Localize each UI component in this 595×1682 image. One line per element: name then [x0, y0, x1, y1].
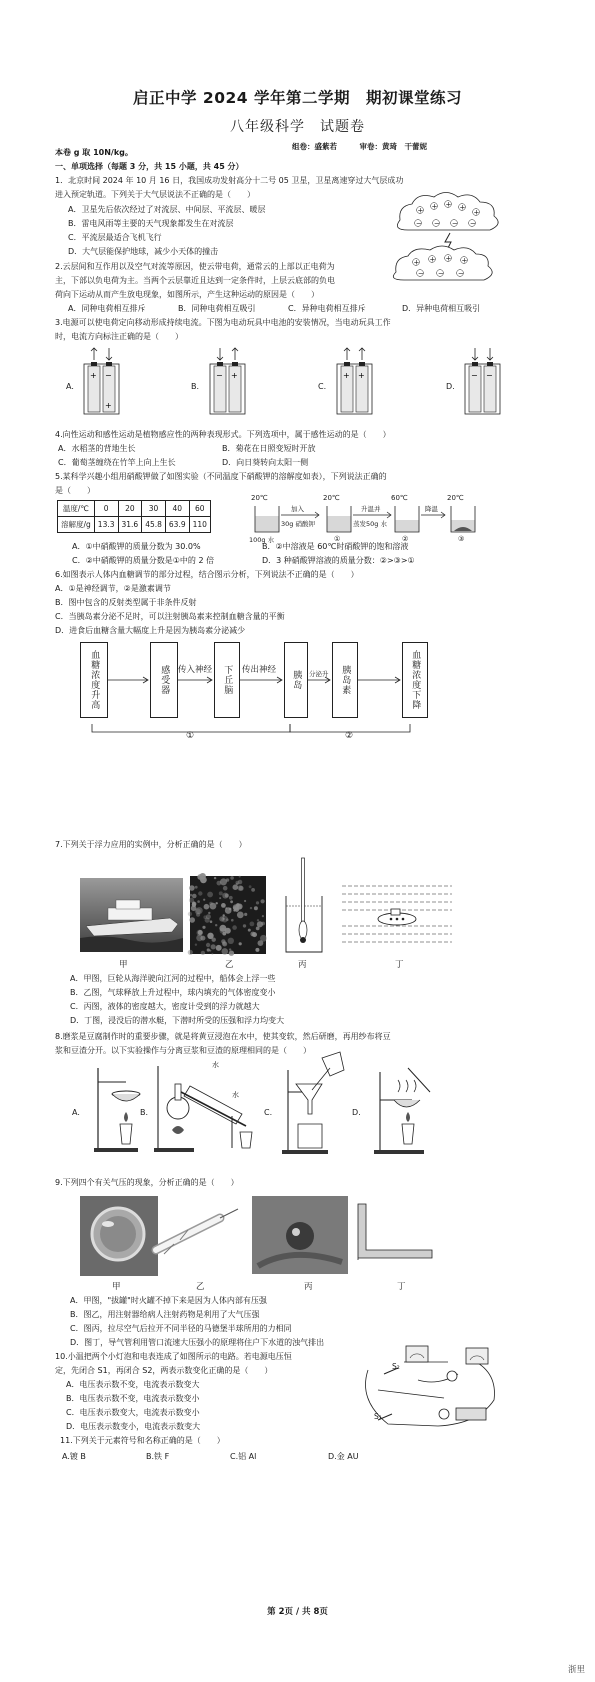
q5-option-d: D．3 种硝酸钾溶液的质量分数：②>③>① [262, 556, 415, 565]
beaker-mark: ② [402, 535, 409, 543]
table-row-label: 温度/℃ [58, 501, 95, 517]
svg-text:+: + [461, 256, 468, 265]
flow-box-islet [284, 642, 308, 718]
page-number: 第 2页 / 共 8页 [267, 1607, 328, 1617]
q1-option-b: B．雷电风雨等主要的天气现象都发生在对流层 [68, 219, 234, 228]
flow-arrow-label: 传出神经 [242, 665, 277, 675]
svg-text:+: + [473, 208, 480, 217]
q3-stem-1: 3.电源可以使电荷定向移动形成持续电流。下图为电动玩具中电池的安装情况，当电动玩具工作 [55, 318, 391, 327]
battery-figure-c [335, 346, 375, 418]
step-label: 蒸发50g 水 [353, 520, 387, 528]
staff-line: 组卷：盛紫若 审卷：黄琦 干蕾妮 [292, 142, 427, 151]
q5-option-c: C．②中硝酸钾的质量分数是①中的 2 倍 [72, 556, 215, 565]
svg-text:−: − [105, 371, 112, 380]
svg-text:−: − [470, 219, 476, 228]
flow-box-label: 血糖浓度下降 [410, 650, 421, 710]
figure-caption: 丙 [304, 1282, 313, 1292]
q4-option-b: B．菊花在日照变短时开放 [222, 444, 316, 453]
svg-text:+: + [429, 255, 436, 264]
q2-option-c: C．异种电荷相互排斥 [288, 304, 366, 313]
svg-text:+: + [358, 371, 365, 380]
q2-option-d: D．异种电荷相互吸引 [402, 304, 481, 313]
q7-option-b: B．乙图，气球释放上升过程中，球内填充的气体密度变小 [70, 988, 276, 997]
svg-text:+: + [343, 371, 350, 380]
battery-figure-d [463, 346, 503, 418]
q1-option-d: D．大气层能保护地球，减少小天体的撞击 [68, 247, 219, 256]
switch-label: S₁ [374, 1412, 382, 1421]
q1-option-c: C．平流层最适合飞机飞行 [68, 233, 162, 242]
q6-option-d: D．进食后血糖含量大幅度上升是因为胰岛素分泌减少 [55, 626, 246, 635]
section-heading: 一、单项选择（每题 3 分，共 15 小题，共 45 分） [55, 162, 244, 171]
temp-label: 20℃ [447, 494, 464, 502]
figure-caption: 丁 [395, 960, 404, 970]
beaker-mark: ① [334, 535, 341, 543]
flow-arrow-label: 分泌升 [309, 670, 329, 678]
temp-label: 20℃ [323, 494, 340, 502]
q2-stem-3: 荷向下运动从而产生放电现象，如图所示，产生这种运动的原因是（ ） [55, 290, 319, 299]
q5-option-a: A．①中硝酸钾的质量分数为 30.0% [72, 542, 201, 551]
table-cell: 31.6 [118, 517, 142, 533]
q3-label-b: B. [191, 382, 200, 391]
q1-option-a: A．卫星先后依次经过了对流层、中间层、平流层、暖层 [68, 205, 266, 214]
q10-stem-1: 10.小温把两个小灯泡和电表连成了如图所示的电路。若电源电压恒 [55, 1352, 292, 1361]
q8-stem-2: 浆和豆渣分开。以下实验操作与分离豆浆和豆渣的原理相同的是（ ） [55, 1046, 311, 1055]
q8-label-b: B. [140, 1108, 149, 1117]
evaporation-apparatus [86, 1064, 144, 1154]
svg-text:+: + [431, 202, 438, 211]
table-cell: 13.3 [94, 517, 118, 533]
q11-option-c: C.铝 Al [230, 1452, 257, 1461]
svg-text:−: − [438, 269, 444, 278]
syringe-photo [150, 1200, 240, 1260]
q4-option-c: C．葡萄茎缠绕在竹竿上向上生长 [58, 458, 176, 467]
corner-watermark: 浙里 [568, 1665, 586, 1675]
switch-label: S₂ [392, 1362, 400, 1371]
flow-box-blood-glucose-rise [80, 642, 108, 718]
q2-stem-1: 2.云层间和互作用以及空气对流等原因，使云带电荷，通常云的上部以正电荷为 [55, 262, 335, 271]
q5-stem-1: 5.某科学兴趣小组用硝酸钾做了如图实验（不同温度下硝酸钾的溶解度如表），下列说法正确的 [55, 472, 387, 481]
q8-stem-1: 8.磨浆是豆腐制作时的重要步骤，就是将黄豆浸泡在水中，使其变软，然后研磨，再用纱布将豆 [55, 1032, 391, 1041]
flow-box-label: 胰岛素 [340, 665, 351, 695]
q10-option-a: A．电压表示数不变，电流表示数变大 [66, 1380, 200, 1389]
svg-text:+: + [90, 371, 97, 380]
svg-text:−: − [416, 219, 422, 228]
flow-box-label: 下丘脑 [222, 665, 233, 695]
water-label: 100g 水 [249, 536, 275, 544]
crystallization-apparatus [368, 1058, 438, 1156]
hydrometer-figure [282, 856, 326, 956]
table-cell: 110 [189, 517, 210, 533]
q11-option-b: B.铁 F [146, 1452, 170, 1461]
flow-box-insulin [332, 642, 358, 718]
q2-option-b: B．同种电荷相互吸引 [178, 304, 256, 313]
svg-text:−: − [418, 269, 424, 278]
flow-box-receptor [150, 642, 178, 718]
q9-option-a: A．甲图，"拔罐"时火罐不掉下来是因为人体内部有压强 [70, 1296, 267, 1305]
figure-caption: 乙 [225, 960, 234, 970]
solubility-table [57, 500, 211, 533]
q3-label-c: C. [318, 382, 327, 391]
q10-option-d: D．电压表示数变小，电流表示数变大 [66, 1422, 201, 1431]
q6-option-c: C．当胰岛素分泌不足时，可以注射胰岛素来控制血糖含量的平衡 [55, 612, 285, 621]
magdeburg-photo [252, 1196, 348, 1274]
q10-stem-2: 定，先闭合 S1，再闭合 S2，两表示数变化正确的是（ ） [55, 1366, 273, 1375]
figure-caption: 甲 [112, 1282, 121, 1292]
table-cell: 0 [94, 501, 118, 517]
figure-caption: 甲 [119, 960, 128, 970]
table-cell: 63.9 [165, 517, 189, 533]
step-label: 降温 [425, 505, 438, 513]
q1-stem-2: 进入预定轨道。下列关于大气层说法不正确的是（ ） [55, 190, 255, 199]
q11-option-a: A.镀 B [62, 1452, 86, 1461]
q2-stem-2: 主，下部以负电荷为主。当两个云层靠近且达到一定条件时，上层云底部的负电 [55, 276, 335, 285]
q6-option-b: B．图中包含的反射类型属于非条件反射 [55, 598, 197, 607]
beaker-mark: ③ [458, 535, 465, 543]
cupping-photo [80, 1196, 158, 1276]
flow-arrow-label: 传入神经 [178, 665, 213, 675]
q3-label-d: D. [446, 382, 455, 391]
battery-figure-b [208, 346, 248, 418]
q7-option-c: C．丙图，液体的密度越大，密度计受到的浮力就越大 [70, 1002, 260, 1011]
balloons-photo [190, 876, 266, 954]
exam-subtitle: 八年级科学 试题卷 [230, 119, 365, 135]
table-cell: 45.8 [142, 517, 166, 533]
q8-label-c: C. [264, 1108, 273, 1117]
svg-text:−: − [216, 371, 223, 380]
q9-stem: 9.下列四个有关气压的现象，分析正确的是（ ） [55, 1178, 239, 1187]
svg-text:−: − [458, 269, 464, 278]
q7-option-a: A．甲图，巨轮从海洋驶向江河的过程中，船体会上浮一些 [70, 974, 276, 983]
q6-option-a: A．①是神经调节，②是激素调节 [55, 584, 171, 593]
q2-option-a: A．同种电荷相互排斥 [68, 304, 146, 313]
q11-stem: 11.下列关于元素符号和名称正确的是（ ） [60, 1436, 225, 1445]
submarine-figure [342, 882, 452, 946]
svg-text:−: − [452, 219, 458, 228]
q9-option-c: C．图丙，拉尽空气后拉开不同半径的马德堡半球所用的力相同 [70, 1324, 292, 1333]
svg-text:−: − [486, 371, 493, 380]
glucose-regulation-diagram [80, 640, 440, 750]
q5-stem-2: 是（ ） [55, 486, 95, 495]
figure-caption: 乙 [196, 1282, 205, 1292]
water-outlet-label: 水 [232, 1091, 239, 1099]
q4-option-a: A．水稻茎的背地生长 [58, 444, 136, 453]
bracket-mark: ② [345, 731, 354, 741]
q4-stem: 4.向性运动和感性运动是植物感应性的两种表现形式。下列选项中，属于感性运动的是（ ） [55, 430, 391, 439]
flow-box-hypothalamus [214, 642, 240, 718]
q10-option-b: B．电压表示数不变，电流表示数变小 [66, 1394, 200, 1403]
q1-stem-1: 1．北京时间 2024 年 10 月 16 日，我国成功发射高分十二号 05 卫星，卫星离速穿过大气层成功 [55, 176, 404, 185]
svg-text:−: − [434, 219, 440, 228]
svg-text:+: + [231, 371, 238, 380]
svg-text:+: + [413, 258, 420, 267]
q3-label-a: A. [66, 382, 74, 391]
circuit-figure [348, 1340, 506, 1438]
filtration-apparatus [278, 1048, 348, 1156]
table-cell: 30 [142, 501, 166, 517]
q6-stem: 6.如图表示人体内血糖调节的部分过程，结合图示分析，下列说法不正确的是（ ） [55, 570, 359, 579]
svg-text:+: + [417, 206, 424, 215]
ship-photo [80, 878, 183, 952]
q3-stem-2: 时，电流方向标注正确的是（ ） [55, 332, 183, 341]
svg-text:+: + [105, 401, 112, 410]
table-row-label: 溶解度/g [58, 517, 95, 533]
flow-box-blood-glucose-fall [402, 642, 428, 718]
q9-option-d: D．图丁，导气管利用管口流速大压强小的原理将住户下水道的浊气排出 [70, 1338, 325, 1347]
distillation-apparatus [150, 1056, 262, 1156]
temp-label: 20℃ [251, 494, 268, 502]
cloud-discharge-figure [390, 188, 525, 288]
note-line: 本卷 g 取 10N/kg。 [55, 148, 133, 157]
q10-option-c: C．电压表示数变大，电流表示数变小 [66, 1408, 200, 1417]
table-cell: 40 [165, 501, 189, 517]
battery-figure-a [82, 346, 122, 418]
step-label: 30g 硝酸钾 [281, 520, 315, 528]
q11-option-d: D.金 AU [328, 1452, 359, 1461]
water-inlet-label: 水 [212, 1061, 219, 1069]
svg-text:+: + [445, 200, 452, 209]
step-label: 加入 [291, 505, 304, 513]
q7-option-d: D．丁图，浸没后的潜水艇，下潜时所受的压强和浮力均变大 [70, 1016, 285, 1025]
q4-option-d: D．向日葵转向太阳一侧 [222, 458, 309, 467]
table-cell: 60 [189, 501, 210, 517]
svg-text:−: − [471, 371, 478, 380]
q5-option-b: B．②中溶液是 60℃时硝酸钾的饱和溶液 [262, 542, 409, 551]
table-cell: 20 [118, 501, 142, 517]
figure-caption: 丙 [298, 960, 307, 970]
figure-caption: 丁 [397, 1282, 406, 1292]
flow-box-label: 感受器 [159, 665, 170, 695]
q8-label-d: D. [352, 1108, 361, 1117]
svg-text:+: + [459, 203, 466, 212]
vent-pipe-figure [356, 1200, 434, 1262]
q9-option-b: B．图乙，用注射器给病人注射药物是利用了大气压强 [70, 1310, 260, 1319]
flow-box-label: 胰岛 [291, 670, 302, 690]
temp-label: 60℃ [391, 494, 408, 502]
q7-stem: 7.下列关于浮力应用的实例中，分析正确的是（ ） [55, 840, 247, 849]
flow-box-label: 血糖浓度升高 [89, 650, 100, 710]
svg-text:+: + [445, 254, 452, 263]
exam-title: 启正中学 2024 学年第二学期 期初课堂练习 [133, 89, 462, 107]
q8-label-a: A. [72, 1108, 80, 1117]
bracket-mark: ① [186, 731, 195, 741]
step-label: 升温并 [361, 505, 381, 513]
